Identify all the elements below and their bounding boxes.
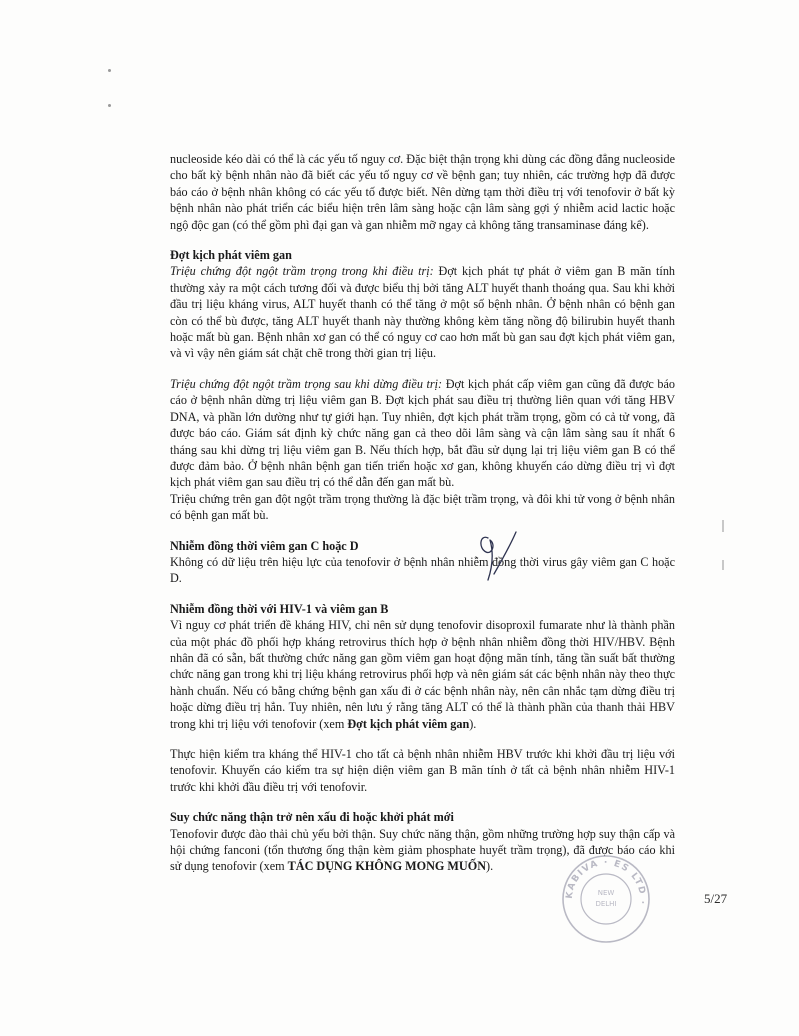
paragraph-text: Đợt kịch phát cấp viêm gan cũng đã được báo cáo ở bệnh nhân dừng trị liệu viêm gan B. Đợt kịch phát sau điều trị thường liên quan với tăng HBV DNA, và phần lớn dường như tự giới hạn. Tuy nhiên, đợt kịch phát trầm trọng, gồm có cả tử vong, đã được báo cáo. Giám sát định kỳ chức năng gan cả theo dõi lâm sàng và cận lâm sàng sau ít nhất 6 tháng sau khi dừng trị liệu viêm gan B. Nếu thích hợp, bắt đầu sử dụng lại trị liệu viêm gan B có thể được đảm bảo. Ở bệnh nhân bệnh gan tiến triển hoặc xơ gan, không khuyến cáo dừng điều trị vì đợt kịch phát viêm gan sau điều trị có thể dẫn đến gan mất bù. <box>170 376 676 490</box>
stamp-ring-text: KABIVA · ES LTD · <box>564 857 648 907</box>
cross-reference: TÁC DỤNG KHÔNG MONG MUỐN <box>287 859 487 874</box>
svg-text:KABIVA · ES LTD · <box>565 858 647 906</box>
scan-edge-mark <box>722 520 724 532</box>
scan-speck <box>108 69 111 72</box>
paragraph-text: ). <box>469 716 477 731</box>
cross-reference: Đợt kịch phát viêm gan <box>347 716 470 731</box>
paragraph-lead: Triệu chứng đột ngột trầm trọng sau khi dừng điều trị: <box>170 376 443 391</box>
section-heading: Nhiễm đồng thời viêm gan C hoặc D <box>170 538 359 553</box>
body-paragraph <box>170 617 675 732</box>
stamp-line-1: NEW <box>597 889 615 897</box>
page-number: 5/27 <box>704 891 728 906</box>
body-paragraph <box>170 263 675 361</box>
section-heading: Nhiễm đồng thời với HIV-1 và viêm gan B <box>170 601 389 616</box>
body-paragraph <box>170 376 675 491</box>
paragraph-lead: Triệu chứng đột ngột trầm trọng trong khi điều trị: <box>170 264 434 279</box>
stamp-line-2: DELHI <box>595 900 617 908</box>
paragraph-text: Vì nguy cơ phát triển đề kháng HIV, chỉ nên sử dụng tenofovir disoproxil fumarate như là thành phần của một phác đồ phối hợp kháng retrovirus thích hợp ở bệnh nhân nhiễm đồng thời HIV/HBV. Bệnh nhân đã có sẵn, bất thường chức năng gan gồm viêm gan hoạt động mãn tính, tăng tần suất bất thường chức năng gan trong khi trị liệu kháng retrovirus phối hợp và nên giám sát các bệnh nhân này theo thực hành chuẩn. Nếu có bằng chứng bệnh gan xấu đi ở các bệnh nhân này, nên cân nhắc tạm dừng điều trị hoặc dừng điều trị hẳn. Tuy nhiên, nên lưu ý rằng tăng ALT có thể là thành phần của thanh thải HBV trong khi trị liệu với tenofovir (xem <box>170 618 675 731</box>
handwritten-initial-mark <box>470 524 520 584</box>
paragraph-text: Tenofovir được đào thải chủ yếu bởi thận. Suy chức năng thận, gồm những trường hợp suy thận cấp và hội chứng fanconi (tổn thương ống thận kèm giảm phosphate huyết trầm trọng), đã được báo cáo khi sử dụng tenofovir (xem <box>170 826 675 874</box>
section-heading: Đợt kịch phát viêm gan <box>170 248 292 263</box>
body-paragraph: nucleoside kéo dài có thể là các yếu tố nguy cơ. Đặc biệt thận trọng khi dùng các đồng đẳng nucleoside cho bất kỳ bệnh nhân nào đã biết các yếu tố nguy cơ về bệnh gan; tuy nhiên, các trường hợp đã được báo cáo ở bệnh nhân không có các yếu tố được biết. Nên dừng tạm thời điều trị với tenofovir ở bất kỳ bệnh nhân nào phát triển các biểu hiện trên lâm sàng hoặc cận lâm sàng gợi ý nhiễm acid lactic hoặc ngộ độc gan (có thể gồm phì đại gan và gan nhiễm mỡ ngay cả không tăng transaminase đáng kể). <box>170 152 675 232</box>
body-paragraph: Không có dữ liệu trên hiệu lực của tenofovir ở bệnh nhân nhiễm đồng thời virus gây viêm gan C hoặc D. <box>170 554 675 586</box>
body-paragraph: Thực hiện kiểm tra kháng thể HIV-1 cho tất cả bệnh nhân nhiễm HBV trước khi khởi đầu trị liệu với tenofovir. Khuyến cáo kiểm tra sự hiện diện viêm gan B mãn tính ở tất cả bệnh nhân nhiễm HIV-1 trước khi khởi đầu điều trị với tenofovir. <box>170 747 675 794</box>
company-seal-stamp <box>560 853 652 945</box>
paragraph-text: ). <box>486 859 494 874</box>
scan-edge-mark <box>722 560 724 570</box>
document-body <box>170 151 675 875</box>
section-heading: Suy chức năng thận trở nên xấu đi hoặc khởi phát mới <box>170 810 454 825</box>
body-paragraph: Triệu chứng trên gan đột ngột trầm trọng thường là đặc biệt trầm trọng, và đôi khi tử vong ở bệnh nhân có bệnh gan mất bù. <box>170 491 675 523</box>
paragraph-text: Đợt kịch phát tự phát ở viêm gan B mãn tính thường xảy ra một cách tương đối và được biểu thị bởi tăng ALT huyết thanh thoáng qua. Sau khi khởi đầu trị liệu kháng virus, ALT huyết thanh có thể tăng ở một số bệnh nhân. Ở bệnh nhân có bệnh gan còn có thể bù được, tăng ALT huyết thanh này thường không kèm tăng nồng độ bilirubin huyết thanh hoặc mất bù gan. Bệnh nhân xơ gan có thể có nguy cơ cao hơn mất bù gan sau đợt kịch phát viêm gan, và vì vậy nên giám sát chặt chẽ trong thời gian trị liệu. <box>170 264 676 361</box>
scan-speck <box>108 104 111 107</box>
